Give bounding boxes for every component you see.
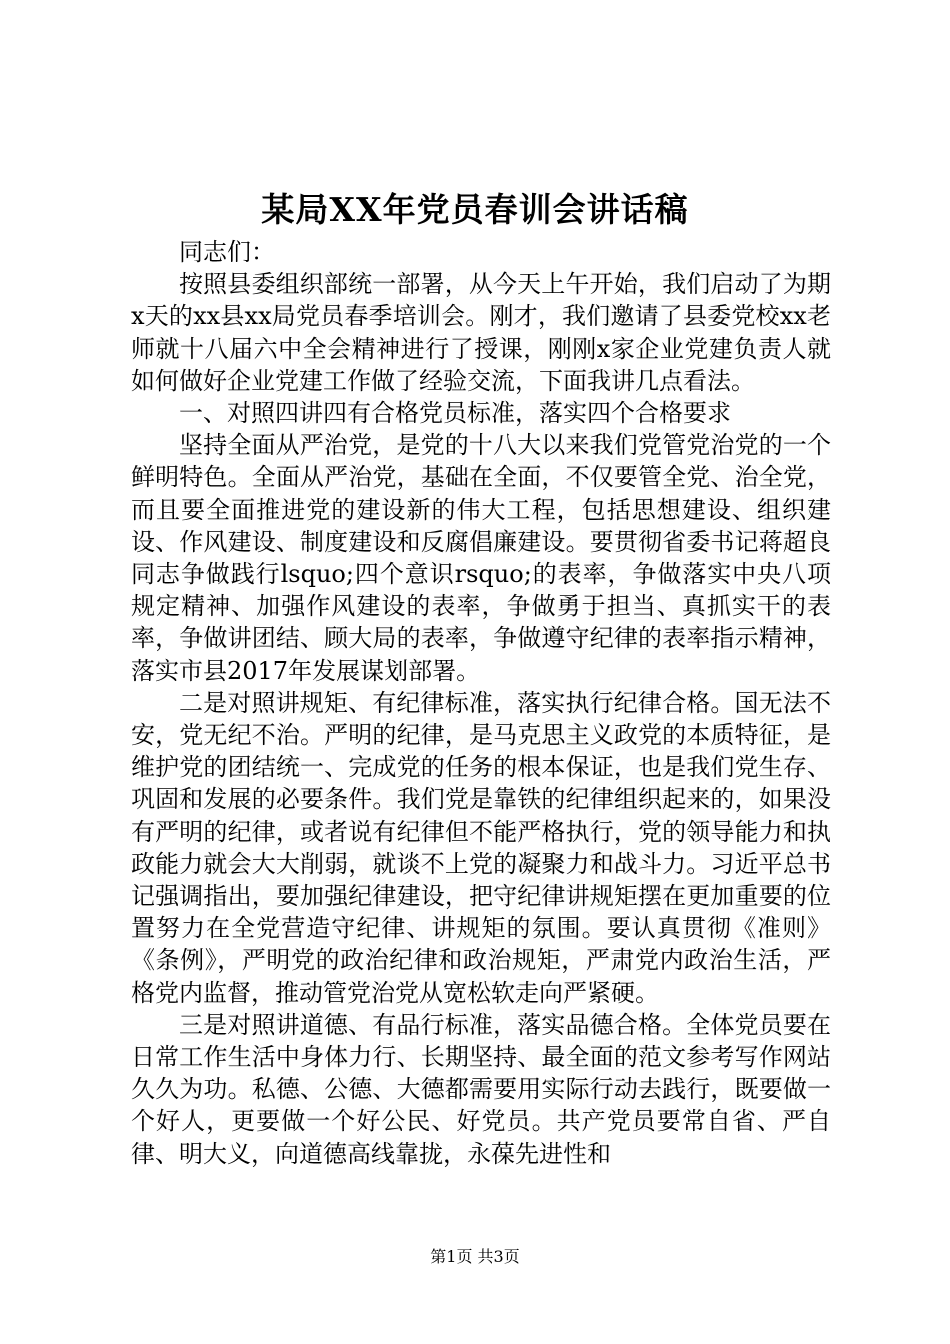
salutation-paragraph: 同志们： <box>179 238 275 266</box>
body-paragraph: 坚持全面从严治党，是党的十八大以来我们党管党治党的一个鲜明特色。全面从严治党，基础在全面，不仅要管全党、治全党，而且要全面推进党的建设新的伟大工程，包括思想建设、组织建设、作风建设、制度建设和反腐倡廉建设。要贯彻省委书记蒋超良同志争做践行lsquo;四个意识rsquo;的表率，争做落实中央八项规定精神、加强作风建设的表率，争做勇于担当、真抓实干的表率，争做讲团结、顾大局的表率，争做遵守纪律的表率指示精神，落实市县2017年发展谋划部署。 <box>131 431 831 685</box>
page-number-footer: 第1页 共3页 <box>430 1247 520 1266</box>
section-heading-1: 一、对照四讲四有合格党员标准，落实四个合格要求 <box>179 399 731 428</box>
document-title: 某局XX年党员春训会讲话稿 <box>261 190 689 229</box>
body-paragraph: 二是对照讲规矩、有纪律标准，落实执行纪律合格。国无法不安，党无纪不治。严明的纪律，是马克思主义政党的本质特征，是维护党的团结统一、完成党的任务的根本保证，也是我们党生存、巩固和发展的必要条件。我们党是靠铁的纪律组织起来的，如果没有严明的纪律，或者说有纪律但不能严格执行，党的领导能力和执政能力就会大大削弱，就谈不上党的凝聚力和战斗力。习近平总书记强调指出，要加强纪律建设，把守纪律讲规矩摆在更加重要的位置努力在全党营造守纪律、讲规矩的氛围。要认真贯彻《准则》《条例》，严明党的政治纪律和政治规矩，严肃党内政治生活，严格党内监督，推动管党治党从宽松软走向严紧硬。 <box>131 688 831 1007</box>
body-paragraph: 三是对照讲道德、有品行标准，落实品德合格。全体党员要在日常工作生活中身体力行、长期坚持、最全面的范文参考写作网站久久为功。私德、公德、大德都需要用实际行动去践行，既要做一个好人，更要做一个好公民、好党员。共产党员要常自省、严自律、明大义，向道德高线靠拢，永葆先进性和 <box>131 1010 831 1168</box>
intro-paragraph: 按照县委组织部统一部署，从今天上午开始，我们启动了为期x天的xx县xx局党员春季培训会。刚才，我们邀请了县委党校xx老师就十八届六中全会精神进行了授课，刚刚x家企业党建负责人就如何做好企业党建工作做了经验交流，下面我讲几点看法。 <box>131 270 831 395</box>
document-body <box>131 236 831 1170</box>
